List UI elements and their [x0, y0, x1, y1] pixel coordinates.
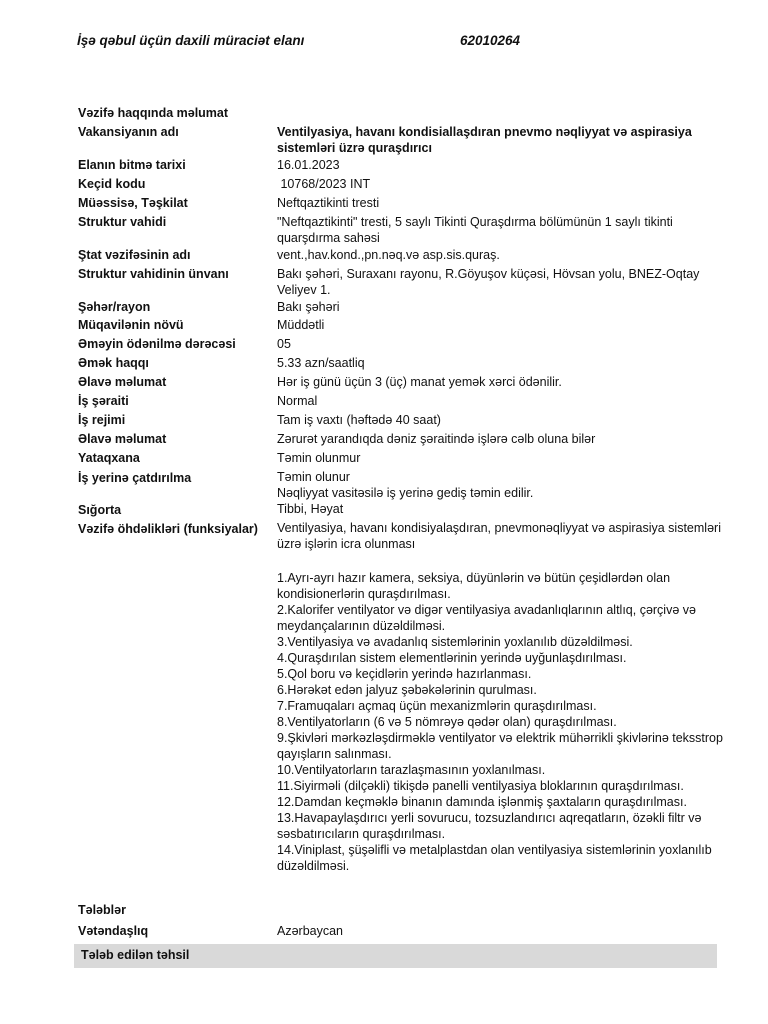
value-transport-detail: Nəqliyyat vasitəsilə iş yerinə gediş təmin edilir. — [277, 486, 534, 500]
label-work-conditions: İş şəraiti — [78, 394, 129, 408]
value-vacancy-name: Ventilyasiya, havanı kondisiallaşdıran pnevmo nəqliyyat və aspirasiya sistemləri üzrə quraşdırıcı — [277, 125, 692, 155]
label-end-date: Elanın bitmə tarixi — [78, 158, 186, 172]
section-title-requirements: Tələblər — [78, 903, 126, 917]
label-contract-type: Müqavilənin növü — [78, 318, 184, 332]
list-item: 11.Siyirməli (dilçəkli) tikişdə panelli ventilyasiya bloklarının quraşdırılması. — [277, 779, 684, 793]
list-item: 10.Ventilyatorların tarazlaşmasının yoxlanılması. — [277, 763, 546, 777]
section-title-education: Tələb edilən təhsil — [81, 948, 190, 962]
value-contract-type: Müddətli — [277, 318, 325, 332]
value-dormitory: Təmin olunmur — [277, 451, 361, 465]
section-title-position-info: Vəzifə haqqında məlumat — [78, 106, 229, 120]
list-item: 9.Şkivləri mərkəzləşdirməklə ventilyator və elektrik mühərrikli şkivlərinə teksstrop qayışların salınması. — [277, 731, 723, 761]
list-item: 12.Damdan keçməklə binanın damında işlənmiş şaxtaların quraşdırılması. — [277, 795, 687, 809]
label-citizenship: Vətəndaşlıq — [78, 924, 149, 938]
list-item: 2.Kalorifer ventilyator və digər ventilyasiya avadanlıqlarının altlıq, çərçivə və meydançalarının düzəldilməsi. — [277, 603, 696, 633]
document-title: İşə qəbul üçün daxili müraciət elanı — [77, 33, 305, 48]
list-item: 13.Havapaylaşdırıcı yerli sovurucu, tozsuzlandırıcı aqreqatların, özəkli filtr və səsbatırıcıların quraşdırılması. — [277, 811, 702, 841]
value-unit-address: Bakı şəhəri, Suraxanı rayonu, R.Göyuşov küçəsi, Hövsan yolu, BNEZ-Oqtay Veliyev 1. — [277, 267, 700, 297]
duties-list — [277, 570, 725, 874]
label-additional-info-2: Əlavə məlumat — [78, 432, 167, 446]
label-unit-address: Struktur vahidinin ünvanı — [78, 267, 229, 281]
value-additional-info-1: Hər iş günü üçün 3 (üç) manat yemək xərci ödənilir. — [277, 375, 562, 389]
value-work-conditions: Normal — [277, 394, 318, 408]
value-pay-grade: 05 — [277, 337, 291, 351]
list-item: 3.Ventilyasiya və avadanlıq sistemlərinin yoxlanılıb düzəldilməsi. — [277, 635, 633, 649]
list-item: 7.Framuqaları açmaq üçün mexanizmlərin quraşdırılması. — [277, 699, 597, 713]
list-item: 6.Hərəkət edən jalyuz şəbəkələrinin qurulması. — [277, 683, 537, 697]
value-salary: 5.33 azn/saatliq — [277, 356, 365, 370]
education-section-bar — [74, 944, 717, 968]
list-item: 8.Ventilyatorların (6 və 5 nömrəyə qədər olan) quraşdırılması. — [277, 715, 617, 729]
document-code: 62010264 — [460, 33, 521, 48]
label-additional-info-1: Əlavə məlumat — [78, 375, 167, 389]
value-access-code: 10768/2023 INT — [277, 177, 371, 191]
list-item: 4.Quraşdırılan sistem elementlərinin yerində uyğunlaşdırılması. — [277, 651, 627, 665]
value-transport: Təmin olunur — [277, 470, 350, 484]
value-duties-summary: Ventilyasiya, havanı kondisiyalaşdıran, pnevmonəqliyyat və aspirasiya sistemləri üzrə işlərin icra olunması — [277, 521, 721, 551]
label-access-code: Keçid kodu — [78, 177, 146, 191]
label-structural-unit: Struktur vahidi — [78, 215, 167, 229]
value-work-regime: Tam iş vaxtı (həftədə 40 saat) — [277, 413, 441, 427]
label-city-district: Şəhər/rayon — [78, 300, 151, 314]
label-organization: Müəssisə, Təşkilat — [78, 196, 188, 210]
label-pay-grade: Əməyin ödənilmə dərəcəsi — [78, 337, 236, 351]
label-vacancy-name: Vakansiyanın adı — [78, 125, 179, 139]
value-insurance: Tibbi, Həyat — [277, 502, 344, 516]
label-duties: Vəzifə öhdəlikləri (funksiyalar) — [78, 522, 258, 536]
value-additional-info-2: Zərurət yarandıqda dəniz şəraitində işlərə cəlb oluna bilər — [277, 432, 596, 446]
list-item: 5.Qol boru və keçidlərin yerində hazırlanması. — [277, 667, 532, 681]
value-city-district: Bakı şəhəri — [277, 300, 340, 314]
label-work-regime: İş rejimi — [78, 413, 126, 427]
label-dormitory: Yataqxana — [78, 451, 140, 465]
list-item: 1.Ayrı-ayrı hazır kamera, seksiya, düyünlərin və bütün çeşidlərdən olan kondisionerlərin quraşdırılması. — [277, 571, 671, 601]
value-organization: Neftqaztikinti tresti — [277, 196, 380, 210]
label-salary: Əmək haqqı — [78, 356, 149, 370]
label-insurance: Sığorta — [78, 503, 122, 517]
value-citizenship: Azərbaycan — [277, 924, 344, 938]
list-item: 14.Viniplast, şüşəlifli və metalplastdan olan ventilyasiya sistemlərinin yoxlanılıb düzəldilməsi. — [277, 843, 712, 873]
value-staff-position: vent.,hav.kond.,pn.nəq.və asp.sis.quraş. — [277, 248, 500, 262]
label-transport: İş yerinə çatdırılma — [78, 471, 192, 485]
value-structural-unit: "Neftqaztikinti" tresti, 5 saylı Tikinti Quraşdırma bölümünün 1 saylı tikinti quarşdırma sahəsi — [277, 215, 673, 245]
label-staff-position: Ştat vəzifəsinin adı — [78, 248, 191, 262]
value-end-date: 16.01.2023 — [277, 158, 340, 172]
